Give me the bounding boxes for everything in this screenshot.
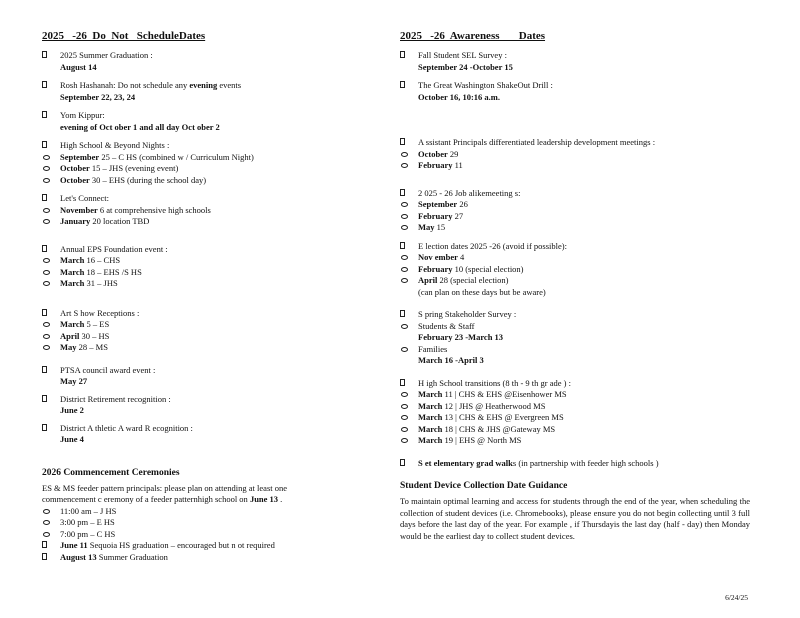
list-item xyxy=(400,50,750,73)
sub-text: Students & Staff xyxy=(418,320,475,331)
item-text: Art S how Receptions : xyxy=(60,307,140,318)
item-text: E lection dates 2025 -26 (avoid if possible): xyxy=(418,240,567,251)
sub-date: February xyxy=(418,160,453,170)
art-show-list xyxy=(42,319,362,354)
awareness-title: 2025 -26 Awareness Dates xyxy=(400,30,546,42)
ap-meetings-list xyxy=(400,149,750,172)
list-item xyxy=(400,241,750,253)
transitions-list xyxy=(400,389,750,447)
sub-text: 7:00 pm – C HS xyxy=(60,528,116,539)
sub-date: March xyxy=(418,389,443,399)
checkbox-bullet-icon xyxy=(400,81,405,88)
sub-item xyxy=(42,331,362,343)
sub-date: March xyxy=(418,412,443,422)
spring-survey-list xyxy=(400,321,750,367)
sub-text: 16 – CHS xyxy=(84,255,121,265)
sub-item xyxy=(400,401,750,413)
sub-date: April xyxy=(60,330,80,341)
intro-date: June 13 xyxy=(249,494,279,504)
sub-item xyxy=(42,278,362,290)
item-text: Sequoia HS graduation – encouraged but n ot required xyxy=(87,540,275,550)
sub-date: March 16 -April 3 xyxy=(418,355,484,365)
item-text: PTSA council award event : xyxy=(60,364,156,375)
circle-bullet-icon xyxy=(401,278,408,283)
list-item xyxy=(400,378,750,390)
footer-date: 6/24/25 xyxy=(725,593,748,602)
checkbox-bullet-icon xyxy=(42,309,47,316)
checkbox-bullet-icon xyxy=(400,242,405,249)
sub-text: 18 | CHS & JHS @Gateway MS xyxy=(442,423,556,434)
circle-bullet-icon xyxy=(43,532,50,537)
sub-item xyxy=(42,342,362,354)
hs-nights-list xyxy=(42,152,362,187)
device-guidance-paragraph: To maintain optimal learning and access for students through the end of the year, when scheduling the collection of student devices (i.e. Chromebooks), please ensure you do not begin collecting until 3 full days before the last day of the year. For example , if Thursdayis the last day (half - day) then Monday would be the earliest day to collect student devices. xyxy=(400,496,750,541)
sub-text: 25 – C HS (combined w / Curriculum Night) xyxy=(99,151,254,162)
sub-text: 15 – JHS (evening event) xyxy=(89,163,179,173)
list-item xyxy=(42,193,362,205)
list-item xyxy=(42,540,362,552)
item-text: District A thletic A ward R ecognition : xyxy=(60,422,193,433)
list-item xyxy=(42,394,362,417)
sub-text: 30 – HS xyxy=(79,330,110,341)
list-item xyxy=(42,50,362,73)
sub-text: 11 | CHS & EHS @Eisenhower MS xyxy=(442,389,567,399)
sub-text: 15 xyxy=(434,222,446,232)
checkbox-bullet-icon xyxy=(400,51,405,58)
left-column xyxy=(42,30,362,563)
sub-text: 28 – MS xyxy=(76,342,108,352)
item-text: High School & Beyond Nights : xyxy=(60,140,170,150)
sub-date: March xyxy=(418,435,443,445)
intro-line: commencement c eremony of a feeder patternhigh school on xyxy=(42,494,248,504)
item-text: Fall Student SEL Survey : xyxy=(418,50,507,60)
sub-item xyxy=(42,152,362,164)
circle-bullet-icon xyxy=(43,208,50,213)
item-text: H igh School transitions (8 th - 9 th gr ade ) : xyxy=(418,377,571,388)
circle-bullet-icon xyxy=(401,255,408,260)
circle-bullet-icon xyxy=(401,214,408,219)
circle-bullet-icon xyxy=(43,178,50,183)
sub-item xyxy=(42,205,362,217)
sub-text: 4 xyxy=(457,252,465,262)
device-guidance-title: Student Device Collection Date Guidance xyxy=(400,481,568,491)
sub-item xyxy=(400,412,750,424)
circle-bullet-icon xyxy=(43,219,50,224)
circle-bullet-icon xyxy=(43,155,50,160)
sub-text: 29 xyxy=(447,148,459,159)
sub-text: 18 – EHS /S HS xyxy=(84,266,142,277)
circle-bullet-icon xyxy=(401,163,408,168)
checkbox-bullet-icon xyxy=(400,459,405,466)
sub-item xyxy=(400,211,750,223)
sub-text: 5 – ES xyxy=(84,319,110,329)
sub-item xyxy=(400,264,750,276)
sub-date: May xyxy=(418,222,435,232)
list-item xyxy=(42,365,362,388)
sub-date: October xyxy=(60,174,90,185)
checkbox-bullet-icon xyxy=(42,194,47,201)
sub-date: January xyxy=(60,216,91,226)
sub-date: September xyxy=(418,199,458,209)
circle-bullet-icon xyxy=(401,415,408,420)
item-text: 2 025 - 26 Job alikemeeting s: xyxy=(418,187,521,198)
sub-date: May xyxy=(60,342,77,352)
sub-date: April xyxy=(418,275,438,285)
sub-item xyxy=(400,321,750,333)
sub-date: November xyxy=(60,204,98,215)
circle-bullet-icon xyxy=(43,509,50,514)
election-note: (can plan on these days but be aware) xyxy=(418,286,546,297)
sub-date: March xyxy=(60,319,85,329)
item-text: A ssistant Principals differentiated leadership development meetings : xyxy=(418,137,656,147)
eps-list xyxy=(42,255,362,290)
item-date: September 24 -October 15 xyxy=(418,61,513,72)
sub-date: October xyxy=(418,148,448,159)
item-text: Rosh Hashanah: Do not schedule any xyxy=(60,80,188,90)
job-alike-list xyxy=(400,199,750,234)
sub-date: March xyxy=(418,400,443,411)
checkbox-bullet-icon xyxy=(42,366,47,373)
item-date: September 22, 23, 24 xyxy=(60,91,136,102)
sub-text: 27 xyxy=(452,210,464,221)
item-date: evening of Oct ober 1 and all day Oct ober 2 xyxy=(60,121,220,132)
sub-item xyxy=(42,529,362,541)
circle-bullet-icon xyxy=(401,438,408,443)
circle-bullet-icon xyxy=(43,270,50,275)
sub-text: Families xyxy=(418,343,448,354)
sub-item xyxy=(400,149,750,161)
list-item xyxy=(42,140,362,152)
sub-date: February xyxy=(418,210,453,221)
sub-text: 30 – EHS (during the school day) xyxy=(89,174,207,185)
sub-date: Nov ember xyxy=(418,252,458,262)
list-item xyxy=(42,308,362,320)
checkbox-bullet-icon xyxy=(400,310,405,317)
circle-bullet-icon xyxy=(43,334,50,339)
checkbox-bullet-icon xyxy=(400,138,405,145)
sub-item xyxy=(400,275,750,287)
item-emphasis: S et elementary grad walk xyxy=(418,457,513,468)
circle-bullet-icon xyxy=(43,166,50,171)
item-date: August 14 xyxy=(60,61,97,72)
item-text: Annual EPS Foundation event : xyxy=(60,243,168,254)
lets-connect-list xyxy=(42,205,362,228)
item-date: June 2 xyxy=(60,405,84,415)
intro-line: ES & MS feeder pattern principals: please plan on attending at least one xyxy=(42,482,288,493)
list-item xyxy=(42,80,362,103)
item-text: Summer Graduation xyxy=(96,551,168,562)
circle-bullet-icon xyxy=(401,267,408,272)
sub-item xyxy=(42,216,362,228)
item-text: 2025 Summer Graduation : xyxy=(60,50,153,60)
circle-bullet-icon xyxy=(401,324,408,329)
circle-bullet-icon xyxy=(401,347,408,352)
item-text: Let's Connect: xyxy=(60,193,109,203)
item-emphasis: evening xyxy=(189,80,218,90)
checkbox-bullet-icon xyxy=(42,424,47,431)
commencement-times xyxy=(42,506,362,541)
circle-bullet-icon xyxy=(401,404,408,409)
item-text-end: events xyxy=(217,80,242,90)
sub-item xyxy=(42,319,362,331)
sub-date: October xyxy=(60,163,90,173)
commencement-intro xyxy=(42,483,362,506)
circle-bullet-icon xyxy=(43,258,50,263)
sub-text: 12 | JHS @ Heatherwood MS xyxy=(442,400,546,411)
circle-bullet-icon xyxy=(401,427,408,432)
sub-item xyxy=(400,160,750,172)
intro-end: . xyxy=(278,494,283,504)
sub-text: 31 – JHS xyxy=(84,278,118,288)
circle-bullet-icon xyxy=(401,225,408,230)
circle-bullet-icon xyxy=(401,392,408,397)
sub-text: 28 (special election) xyxy=(437,275,509,285)
item-date: October 16, 10:16 a.m. xyxy=(418,91,500,102)
checkbox-bullet-icon xyxy=(42,81,47,88)
checkbox-bullet-icon xyxy=(42,141,47,148)
sub-date: February xyxy=(418,263,453,274)
sub-date: March xyxy=(60,266,85,277)
sub-item xyxy=(400,435,750,447)
checkbox-bullet-icon xyxy=(42,395,47,402)
checkbox-bullet-icon xyxy=(400,379,405,386)
item-text: S pring Stakeholder Survey : xyxy=(418,309,517,319)
sub-item xyxy=(400,344,750,356)
checkbox-bullet-icon xyxy=(42,541,47,548)
sub-item xyxy=(400,252,750,264)
item-date: May 27 xyxy=(60,376,88,386)
sub-date: September xyxy=(60,151,100,162)
sub-item xyxy=(400,199,750,211)
sub-item xyxy=(42,175,362,187)
sub-text: 6 at comprehensive high schools xyxy=(97,204,211,215)
list-item xyxy=(42,110,362,133)
sub-text: 20 location TBD xyxy=(90,216,150,226)
sub-item xyxy=(42,255,362,267)
sub-date: March xyxy=(60,255,85,265)
item-date: June 11 xyxy=(60,540,88,550)
checkbox-bullet-icon xyxy=(42,51,47,58)
list-item xyxy=(400,188,750,200)
sub-date: March xyxy=(418,423,443,434)
list-item xyxy=(400,458,750,470)
item-text: s (in partnership with feeder high schools ) xyxy=(512,457,659,468)
list-item xyxy=(42,244,362,256)
sub-item xyxy=(400,222,750,234)
sub-text: 19 | EHS @ North MS xyxy=(442,435,522,445)
checkbox-bullet-icon xyxy=(42,111,47,118)
circle-bullet-icon xyxy=(43,281,50,286)
circle-bullet-icon xyxy=(43,345,50,350)
sub-date: February 23 -March 13 xyxy=(418,332,504,342)
checkbox-bullet-icon xyxy=(42,553,47,560)
sub-item xyxy=(42,517,362,529)
right-column xyxy=(400,30,750,542)
sub-text: 11 xyxy=(452,160,463,170)
sub-item xyxy=(42,163,362,175)
list-item xyxy=(400,80,750,103)
item-date: June 4 xyxy=(60,434,84,444)
circle-bullet-icon xyxy=(43,520,50,525)
sub-text: 10 (special election) xyxy=(452,263,524,274)
checkbox-bullet-icon xyxy=(42,245,47,252)
circle-bullet-icon xyxy=(401,152,408,157)
sub-item xyxy=(42,506,362,518)
commencement-title: 2026 Commencement Ceremonies xyxy=(42,467,180,478)
sub-text: 26 xyxy=(457,199,468,209)
list-item xyxy=(42,552,362,564)
circle-bullet-icon xyxy=(43,322,50,327)
list-item xyxy=(400,309,750,321)
circle-bullet-icon xyxy=(401,202,408,207)
sub-text: 3:00 pm – E HS xyxy=(60,517,115,527)
item-text: The Great Washington ShakeOut Drill : xyxy=(418,80,553,90)
sub-text: 11:00 am – J HS xyxy=(60,505,117,516)
item-date: August 13 xyxy=(60,551,97,562)
list-item xyxy=(42,423,362,446)
item-text: District Retirement recognition : xyxy=(60,393,171,404)
item-text: Yom Kippur: xyxy=(60,110,105,120)
sub-item xyxy=(400,389,750,401)
sub-item xyxy=(42,267,362,279)
sub-text: 13 | CHS & EHS @ Evergreen MS xyxy=(442,412,564,422)
sub-item xyxy=(400,424,750,436)
election-list xyxy=(400,252,750,298)
sub-date: March xyxy=(60,278,85,288)
do-not-schedule-title: 2025 -26 Do Not ScheduleDates xyxy=(42,30,206,42)
checkbox-bullet-icon xyxy=(400,189,405,196)
list-item xyxy=(400,137,750,149)
